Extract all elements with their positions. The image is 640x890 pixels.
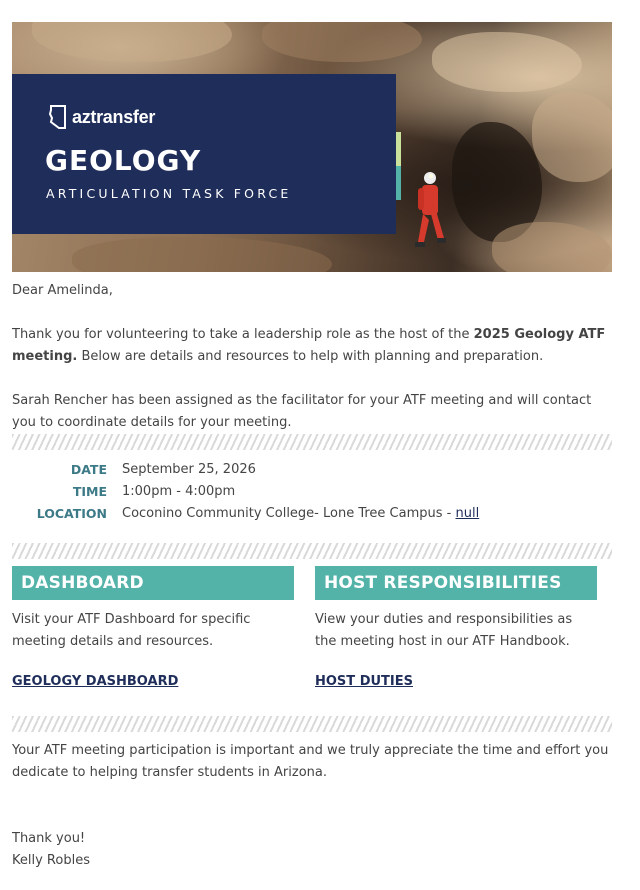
detail-row-date	[12, 458, 612, 480]
sign-off: Thank you!	[12, 831, 86, 846]
geology-dashboard-link[interactable]: GEOLOGY DASHBOARD	[12, 674, 179, 689]
dashboard-text: Visit your ATF Dashboard for specific meeting details and resources.	[12, 612, 251, 649]
detail-row-time	[12, 480, 612, 502]
caver-figure-icon	[412, 170, 446, 252]
brand-name: aztransfer	[72, 106, 156, 127]
section-divider	[12, 543, 612, 559]
intro-paragraph	[12, 324, 612, 368]
detail-label: TIME	[72, 483, 107, 499]
host-text: View your duties and responsibilities as the meeting host in our ATF Handbook.	[315, 612, 573, 649]
detail-row-location	[12, 502, 612, 524]
banner-subtitle: ARTICULATION TASK FORCE	[46, 186, 292, 201]
meeting-details	[12, 458, 612, 524]
detail-label: DATE	[70, 461, 107, 477]
intro-text: Thank you for volunteering to take a leadership role as the host of the	[12, 327, 474, 342]
host-section	[315, 566, 597, 689]
section-divider	[12, 716, 612, 732]
detail-value: 1:00pm - 4:00pm	[122, 483, 236, 499]
intro-meeting-name: 2025 Geology ATF meeting.	[12, 327, 606, 364]
host-heading: HOST RESPONSIBILITIES	[315, 566, 597, 600]
greeting: Dear Amelinda,	[12, 283, 113, 298]
banner-title: GEOLOGY	[45, 144, 202, 177]
dashboard-section	[12, 566, 294, 689]
detail-value: September 25, 2026	[122, 461, 256, 477]
signer-name: Kelly Robles	[12, 853, 90, 868]
detail-value	[107, 506, 479, 521]
accent-bar-teal	[396, 166, 401, 200]
detail-label: LOCATION	[36, 505, 107, 521]
closing-paragraph: Your ATF meeting participation is important and we truly appreciate the time and effort you dedicate to helping transfer students in Arizona.	[12, 743, 609, 780]
location-text: Coconino Community College- Lone Tree Campus -	[122, 505, 456, 521]
location-link[interactable]: null	[455, 505, 480, 521]
aztransfer-logo	[48, 104, 155, 130]
accent-bar-green	[396, 132, 401, 166]
hero-banner	[12, 22, 612, 272]
banner-panel	[12, 74, 396, 234]
host-duties-link[interactable]: HOST DUTIES	[315, 674, 413, 689]
facilitator-paragraph: Sarah Rencher has been assigned as the facilitator for your ATF meeting and will contact you to coordinate details for your meeting.	[12, 393, 592, 430]
intro-text-end: Below are details and resources to help with planning and preparation.	[77, 349, 544, 364]
section-divider	[12, 434, 612, 450]
dashboard-heading: DASHBOARD	[12, 566, 294, 600]
arizona-logo-icon	[48, 104, 68, 130]
